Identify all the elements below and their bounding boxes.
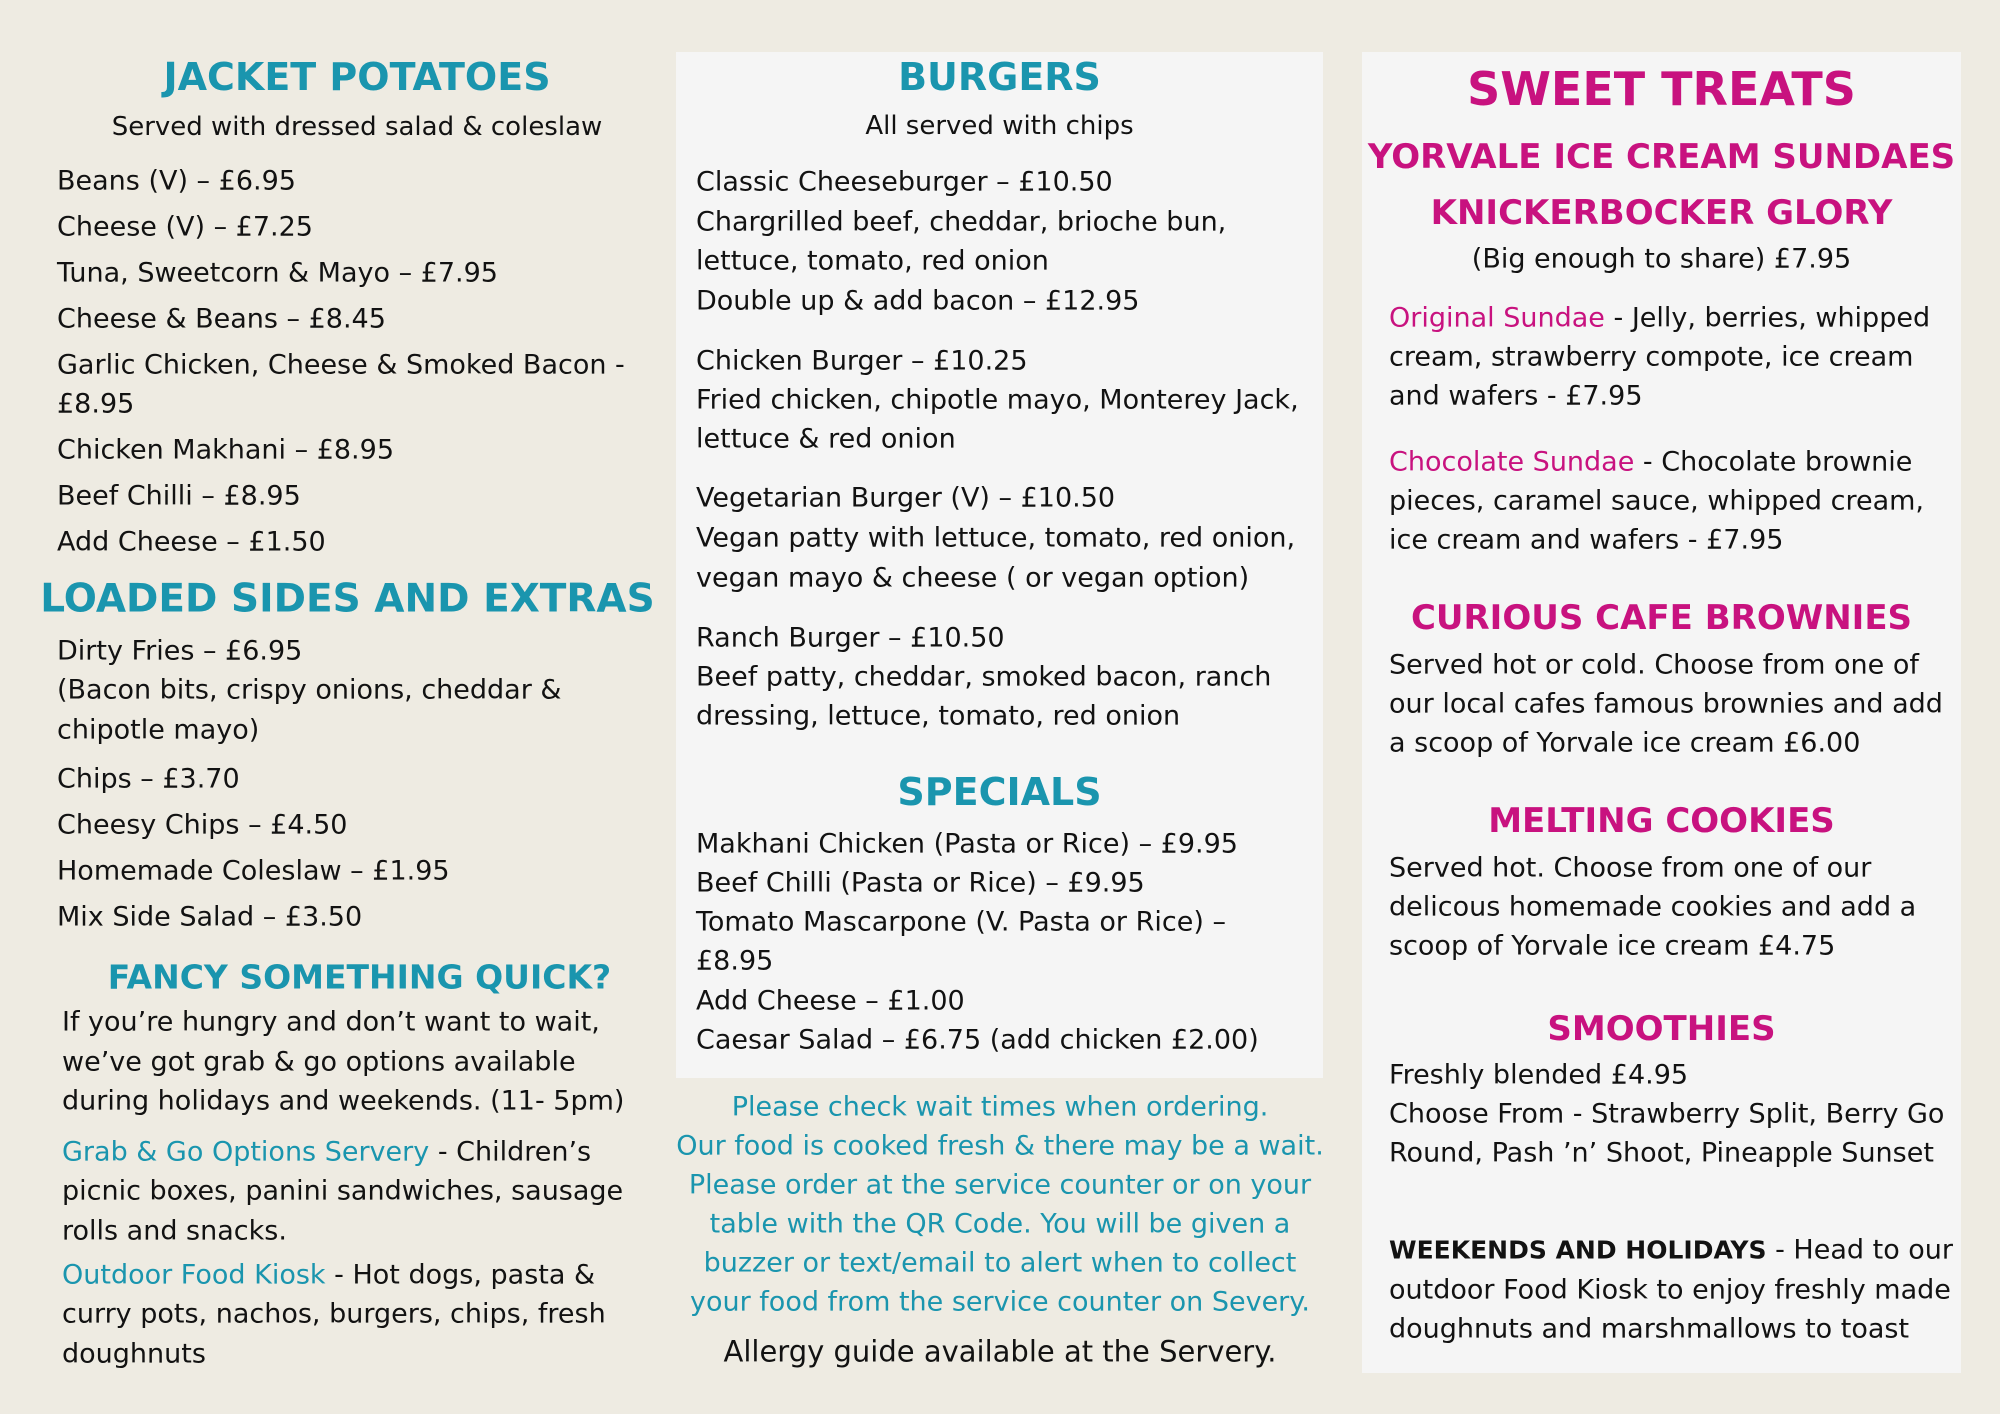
quick-intro-line: If you’re hungry and don’t want to wait, bbox=[62, 1006, 600, 1038]
grab-and-go-line bbox=[62, 1136, 592, 1168]
sweet-treats-heading: SWEET TREATS bbox=[1467, 62, 1856, 116]
kiosk-line: doughnuts bbox=[62, 1338, 206, 1370]
smoothies-description: Choose From - Strawberry Split, Berry Go bbox=[1389, 1098, 1945, 1130]
knickerbocker-heading: KNICKERBOCKER GLORY bbox=[1430, 193, 1893, 233]
cookies-heading: MELTING COOKIES bbox=[1488, 801, 1835, 841]
burger-description: dressing, lettuce, tomato, red onion bbox=[696, 700, 1181, 732]
menu-item: Beans (V) – £6.95 bbox=[57, 165, 296, 197]
special-item: Caesar Salad – £6.75 (add chicken £2.00) bbox=[696, 1024, 1259, 1056]
menu-item: Cheesy Chips – £4.50 bbox=[57, 809, 348, 841]
menu-item-description: (Bacon bits, crispy onions, cheddar & bbox=[57, 674, 562, 706]
burgers-heading: BURGERS bbox=[898, 55, 1101, 99]
jacket-potatoes-heading: JACKET POTATOES bbox=[163, 55, 551, 99]
brownies-description: a scoop of Yorvale ice cream £6.00 bbox=[1389, 727, 1861, 759]
menu-item: Cheese (V) – £7.25 bbox=[57, 211, 313, 243]
wait-times-notice: table with the QR Code. You will be given a bbox=[709, 1208, 1291, 1240]
cookies-description: scoop of Yorvale ice cream £4.75 bbox=[1389, 930, 1836, 962]
chocolate-sundae-line: pieces, caramel sauce, whipped cream, bbox=[1389, 485, 1925, 517]
grab-and-go-line: picnic boxes, panini sandwiches, sausage bbox=[62, 1175, 624, 1207]
specials-heading: SPECIALS bbox=[897, 770, 1102, 814]
brownies-heading: CURIOUS CAFE BROWNIES bbox=[1410, 598, 1913, 638]
quick-intro-line: during holidays and weekends. (11- 5pm) bbox=[62, 1085, 625, 1117]
burger-description: vegan mayo & cheese ( or vegan option) bbox=[696, 562, 1250, 594]
outdoor-kiosk-text: - Hot dogs, pasta & bbox=[325, 1259, 596, 1291]
brownies-description: our local cafes famous brownies and add bbox=[1389, 688, 1943, 720]
wait-times-notice: Our food is cooked fresh & there may be a wait. bbox=[676, 1130, 1324, 1162]
menu-item: Beef Chilli – £8.95 bbox=[57, 480, 301, 512]
wait-times-notice: Please check wait times when ordering. bbox=[731, 1091, 1269, 1123]
burger-description: Beef patty, cheddar, smoked bacon, ranch bbox=[696, 661, 1272, 693]
original-sundae-text: - Jelly, berries, whipped bbox=[1604, 302, 1931, 334]
chocolate-sundae-line bbox=[1389, 446, 1913, 478]
menu-item: Cheese & Beans – £8.45 bbox=[57, 303, 386, 335]
menu-item-description: chipotle mayo) bbox=[57, 714, 260, 746]
original-sundae-line bbox=[1389, 302, 1931, 334]
original-sundae-line: and wafers - £7.95 bbox=[1389, 380, 1643, 412]
weekends-line bbox=[1389, 1234, 1954, 1266]
menu-item-continued: £8.95 bbox=[57, 388, 135, 420]
wait-times-notice: your food from the service counter on Severy. bbox=[690, 1286, 1310, 1318]
jacket-potatoes-subtitle: Served with dressed salad & coleslaw bbox=[111, 112, 603, 142]
menu-item: Mix Side Salad – £3.50 bbox=[57, 901, 363, 933]
special-item-continued: £8.95 bbox=[696, 945, 774, 977]
chocolate-sundae-label: Chocolate Sundae bbox=[1389, 446, 1635, 478]
cookies-description: delicous homemade cookies and add a bbox=[1389, 891, 1917, 923]
brownies-description: Served hot or cold. Choose from one of bbox=[1389, 649, 1919, 681]
menu-item: Chips – £3.70 bbox=[57, 763, 240, 795]
burger-description: Chargrilled beef, cheddar, brioche bun, bbox=[696, 206, 1227, 238]
special-item: Beef Chilli (Pasta or Rice) – £9.95 bbox=[696, 867, 1145, 899]
burgers-subtitle: All served with chips bbox=[865, 111, 1134, 141]
chocolate-sundae-line: ice cream and wafers - £7.95 bbox=[1389, 524, 1784, 556]
special-item: Makhani Chicken (Pasta or Rice) – £9.95 bbox=[696, 828, 1238, 860]
menu-item: Garlic Chicken, Cheese & Smoked Bacon - bbox=[57, 349, 625, 381]
burger-name: Ranch Burger – £10.50 bbox=[696, 622, 1005, 654]
menu-item: Tuna, Sweetcorn & Mayo – £7.95 bbox=[57, 257, 498, 289]
weekends-line: doughnuts and marshmallows to toast bbox=[1389, 1313, 1910, 1345]
wait-times-notice: buzzer or text/email to alert when to collect bbox=[703, 1247, 1297, 1279]
cookies-description: Served hot. Choose from one of our bbox=[1389, 852, 1872, 884]
kiosk-line bbox=[62, 1259, 596, 1291]
burger-description: Vegan patty with lettuce, tomato, red onion, bbox=[696, 522, 1296, 554]
loaded-sides-heading: LOADED SIDES AND EXTRAS bbox=[40, 576, 655, 622]
burger-description: lettuce & red onion bbox=[696, 423, 956, 455]
kiosk-line: curry pots, nachos, burgers, chips, fresh bbox=[62, 1298, 606, 1330]
quick-intro-line: we’ve got grab & go options available bbox=[62, 1046, 576, 1078]
burger-name: Chicken Burger – £10.25 bbox=[696, 345, 1028, 377]
smoothies-heading: SMOOTHIES bbox=[1547, 1009, 1776, 1049]
menu-item: Dirty Fries – £6.95 bbox=[57, 635, 303, 667]
fancy-something-quick-heading: FANCY SOMETHING QUICK? bbox=[107, 957, 612, 997]
weekends-text: - Head to our bbox=[1766, 1234, 1954, 1266]
burger-name: Classic Cheeseburger – £10.50 bbox=[696, 166, 1113, 198]
menu-item: Add Cheese – £1.50 bbox=[57, 526, 326, 558]
menu-item: Chicken Makhani – £8.95 bbox=[57, 434, 394, 466]
weekends-line: outdoor Food Kiosk to enjoy freshly made bbox=[1389, 1274, 1951, 1306]
special-item: Add Cheese – £1.00 bbox=[696, 985, 965, 1017]
original-sundae-line: cream, strawberry compote, ice cream bbox=[1389, 341, 1914, 373]
outdoor-kiosk-label: Outdoor Food Kiosk bbox=[62, 1259, 326, 1291]
original-sundae-label: Original Sundae bbox=[1389, 302, 1605, 334]
allergy-guide-note: Allergy guide available at the Servery. bbox=[723, 1334, 1277, 1369]
knickerbocker-description: (Big enough to share) £7.95 bbox=[1471, 243, 1852, 275]
chocolate-sundae-text: - Chocolate brownie bbox=[1634, 446, 1913, 478]
burger-description: lettuce, tomato, red onion bbox=[696, 245, 1049, 277]
burger-upgrade: Double up & add bacon – £12.95 bbox=[696, 285, 1140, 317]
grab-and-go-text: - Children’s bbox=[429, 1136, 592, 1168]
special-item: Tomato Mascarpone (V. Pasta or Rice) – bbox=[696, 906, 1226, 938]
wait-times-notice: Please order at the service counter or on your bbox=[688, 1169, 1312, 1201]
weekends-label: WEEKENDS AND HOLIDAYS bbox=[1389, 1235, 1767, 1265]
smoothies-description: Round, Pash ’n’ Shoot, Pineapple Sunset bbox=[1389, 1137, 1934, 1169]
burger-name: Vegetarian Burger (V) – £10.50 bbox=[696, 482, 1116, 514]
grab-and-go-line: rolls and snacks. bbox=[62, 1215, 287, 1247]
sundaes-heading: YORVALE ICE CREAM SUNDAES bbox=[1367, 137, 1956, 177]
grab-and-go-label: Grab & Go Options Servery bbox=[62, 1136, 430, 1168]
burger-description: Fried chicken, chipotle mayo, Monterey Jack, bbox=[696, 384, 1299, 416]
menu-item: Homemade Coleslaw – £1.95 bbox=[57, 855, 450, 887]
smoothies-description: Freshly blended £4.95 bbox=[1389, 1059, 1689, 1091]
